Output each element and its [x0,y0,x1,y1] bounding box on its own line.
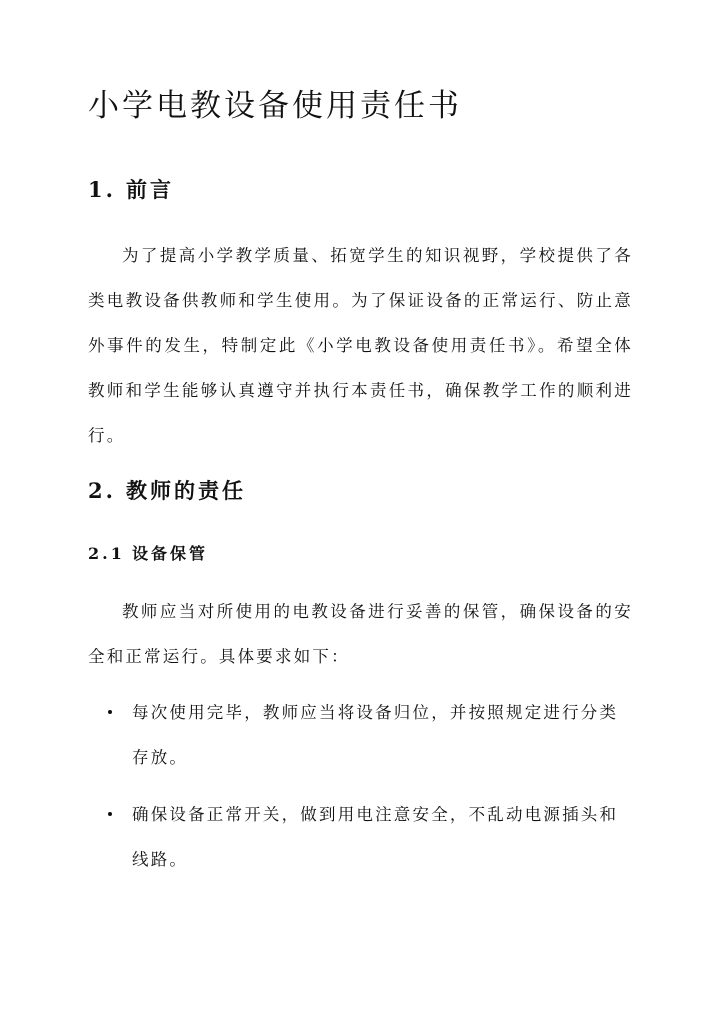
list-item-text: 每次使用完毕，教师应当将设备归位，并按照规定进行分类存放。 [132,703,619,767]
bullet-icon [108,710,112,714]
bullet-icon [108,812,112,816]
section-title: 教师的责任 [126,478,246,503]
equipment-storage-paragraph: 教师应当对所使用的电教设备进行妥善的保管，确保设备的安全和正常运行。具体要求如下： [88,602,633,666]
preface-paragraph: 为了提高小学教学质量、拓宽学生的知识视野，学校提供了各类电教设备供教师和学生使用。为了保证设备的正常运行、防止意外事件的发生，特制定此《小学电教设备使用责任书》。希望全体教师和学生能够认真遵守并执行本责任书，确保教学工作的顺利进行。 [88,246,633,445]
document-title: 小学电教设备使用责任书 [88,88,462,124]
section-title: 前言 [126,177,174,202]
list-item [88,792,633,882]
subsection-heading-equipment-storage [88,543,208,565]
subsection-number: 2.1 [88,544,125,563]
section-number: 2. [88,478,116,503]
list-item [88,690,633,780]
section-heading-preface [88,176,174,204]
subsection-title: 设备保管 [132,544,209,563]
section-number: 1. [88,177,116,202]
equipment-storage-list [88,690,633,894]
list-item-text: 确保设备正常开关，做到用电注意安全，不乱动电源插头和线路。 [132,805,619,869]
section-heading-teacher-duties [88,477,246,505]
